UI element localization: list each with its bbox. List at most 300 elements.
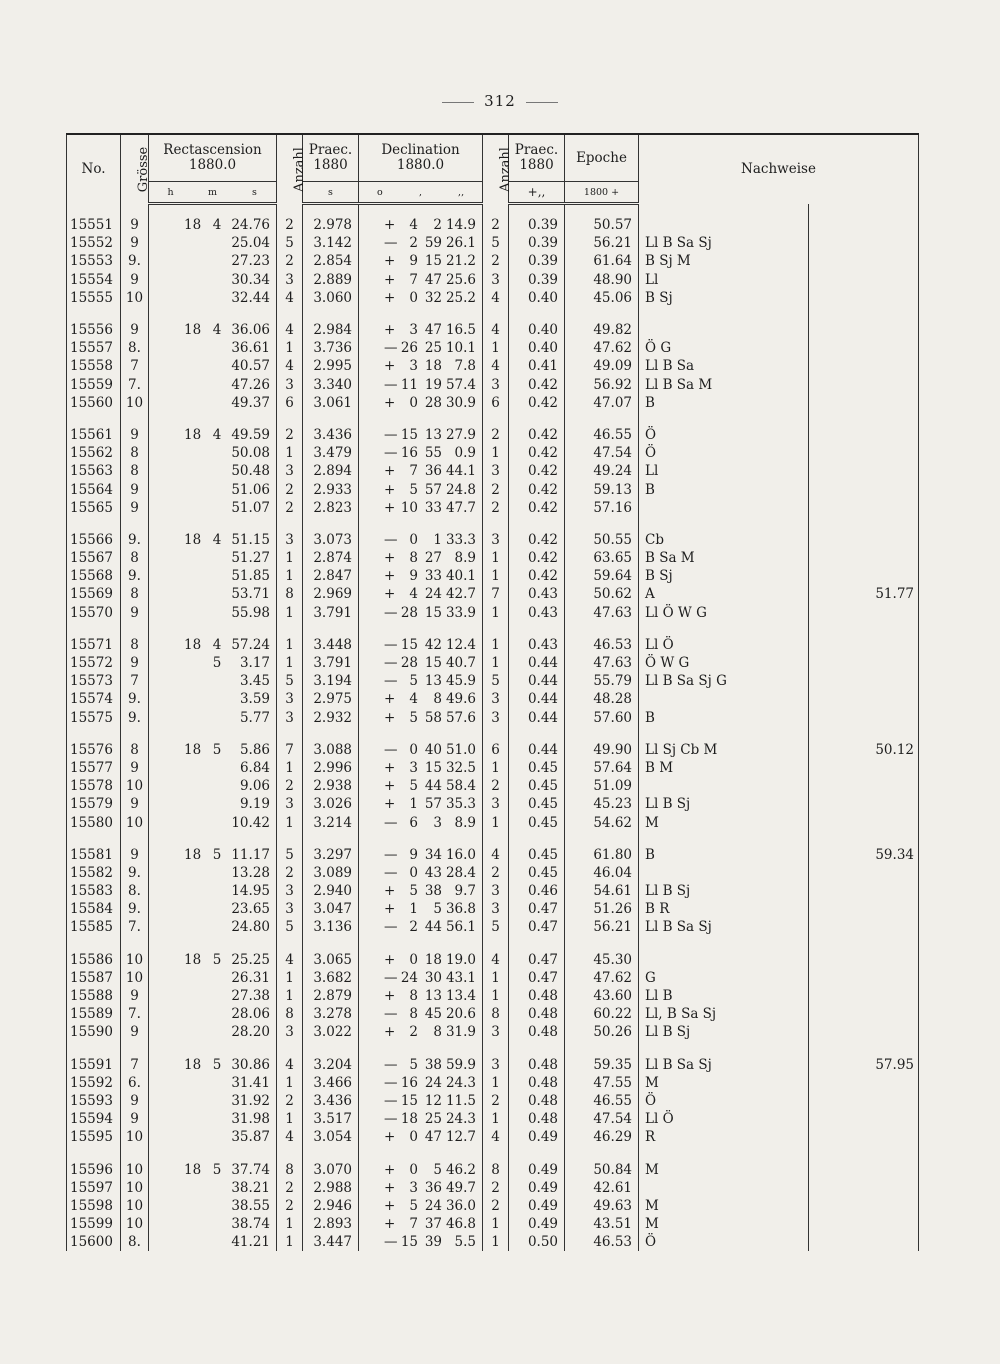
dec-arcminutes: 5 — [433, 1161, 442, 1178]
ra-hours: 18 — [184, 1056, 202, 1073]
star-number: 15570 — [67, 604, 121, 622]
magnitude: 9 — [121, 795, 149, 813]
epoch: 45.30 — [565, 951, 639, 969]
header-ra-epoch: 1880.0 — [188, 157, 237, 173]
ra-seconds: 51.06 — [231, 481, 270, 498]
dec-arcseconds: 30.9 — [445, 394, 476, 411]
table-row — [67, 252, 919, 270]
dec-sign: + — [384, 322, 396, 339]
ra-seconds: 51.85 — [231, 568, 270, 585]
observation-count-dec: 1 — [483, 567, 509, 585]
star-number: 15597 — [67, 1179, 121, 1197]
right-ascension — [149, 741, 277, 759]
table-row — [67, 394, 919, 412]
declination — [359, 462, 483, 480]
declination — [359, 549, 483, 567]
star-number: 15558 — [67, 357, 121, 375]
dec-degrees: 24 — [400, 969, 418, 986]
observation-count: 2 — [277, 1197, 303, 1215]
precession-dec: 0.43 — [509, 585, 565, 603]
epoch: 47.62 — [565, 339, 639, 357]
magnitude: 10 — [121, 1128, 149, 1146]
observation-count: 1 — [277, 1233, 303, 1251]
dec-degrees: 8 — [409, 1006, 418, 1023]
declination — [359, 357, 483, 375]
references: B — [639, 846, 809, 864]
extra-epoch — [809, 444, 919, 462]
dec-degrees: 5 — [409, 673, 418, 690]
precession-ra: 2.823 — [303, 499, 359, 517]
dec-sign: + — [384, 481, 396, 498]
precession-ra: 2.946 — [303, 1197, 359, 1215]
header-praec-title: Praec. — [308, 142, 353, 158]
table-row — [67, 900, 919, 918]
ra-seconds: 38.74 — [231, 1216, 270, 1233]
dec-sign: — — [384, 741, 398, 758]
dec-arcminutes: 27 — [424, 550, 442, 567]
declination — [359, 567, 483, 585]
observation-count: 5 — [277, 234, 303, 252]
header-dec-epoch: 1880.0 — [396, 157, 445, 173]
right-ascension — [149, 1215, 277, 1233]
table-row — [67, 339, 919, 357]
extra-epoch — [809, 289, 919, 307]
dec-arcminutes: 15 — [424, 253, 442, 270]
table-row — [67, 1179, 919, 1197]
epoch: 50.62 — [565, 585, 639, 603]
dec-degrees: 9 — [409, 568, 418, 585]
precession-dec: 0.48 — [509, 1023, 565, 1041]
extra-epoch — [809, 1160, 919, 1178]
dec-arcminutes: 47 — [424, 1129, 442, 1146]
declination — [359, 672, 483, 690]
epoch: 49.82 — [565, 321, 639, 339]
precession-dec: 0.48 — [509, 1074, 565, 1092]
observation-count-dec: 1 — [483, 1215, 509, 1233]
extra-epoch — [809, 567, 919, 585]
extra-epoch — [809, 636, 919, 654]
references: B Sj — [639, 567, 809, 585]
star-number: 15556 — [67, 321, 121, 339]
ra-seconds: 27.38 — [231, 988, 270, 1005]
dec-degrees: 0 — [409, 1161, 418, 1178]
right-ascension — [149, 1233, 277, 1251]
table-row — [67, 271, 919, 289]
epoch: 60.22 — [565, 1005, 639, 1023]
precession-dec: 0.40 — [509, 321, 565, 339]
extra-epoch — [809, 1005, 919, 1023]
header-epoche-unit: 1800 + — [565, 182, 639, 204]
references: Cb — [639, 531, 809, 549]
magnitude: 8 — [121, 462, 149, 480]
observation-count-dec: 5 — [483, 918, 509, 936]
observation-count: 4 — [277, 1056, 303, 1074]
dec-arcseconds: 21.2 — [445, 253, 476, 270]
observation-count: 3 — [277, 882, 303, 900]
right-ascension — [149, 1056, 277, 1074]
right-ascension — [149, 1197, 277, 1215]
table-row — [67, 846, 919, 864]
dec-arcminutes: 47 — [424, 322, 442, 339]
table-row — [67, 672, 919, 690]
star-number: 15586 — [67, 951, 121, 969]
dec-arcminutes: 15 — [424, 604, 442, 621]
star-number: 15600 — [67, 1233, 121, 1251]
star-number: 15593 — [67, 1092, 121, 1110]
extra-epoch — [809, 864, 919, 882]
declination — [359, 951, 483, 969]
star-number: 15578 — [67, 777, 121, 795]
table-row — [67, 1128, 919, 1146]
ra-seconds: 40.57 — [231, 358, 270, 375]
epoch: 49.09 — [565, 357, 639, 375]
dec-arcseconds: 58.4 — [445, 778, 476, 795]
header-dec-unit-min: , — [418, 186, 422, 198]
references: Ll Ö — [639, 636, 809, 654]
dec-arcminutes: 33 — [424, 568, 442, 585]
precession-dec: 0.39 — [509, 271, 565, 289]
observation-count: 2 — [277, 499, 303, 517]
declination — [359, 394, 483, 412]
observation-count-dec: 3 — [483, 900, 509, 918]
epoch: 47.54 — [565, 1110, 639, 1128]
observation-count-dec: 3 — [483, 690, 509, 708]
dec-arcseconds: 28.4 — [445, 864, 476, 881]
references — [639, 321, 809, 339]
observation-count-dec: 6 — [483, 394, 509, 412]
dec-arcminutes: 13 — [424, 673, 442, 690]
star-number: 15566 — [67, 531, 121, 549]
extra-epoch — [809, 1215, 919, 1233]
right-ascension — [149, 271, 277, 289]
right-ascension — [149, 321, 277, 339]
right-ascension — [149, 690, 277, 708]
dec-arcminutes: 8 — [433, 691, 442, 708]
references: Ö — [639, 444, 809, 462]
declination — [359, 234, 483, 252]
dec-degrees: 0 — [409, 864, 418, 881]
right-ascension — [149, 846, 277, 864]
precession-ra: 3.436 — [303, 1092, 359, 1110]
magnitude: 8 — [121, 444, 149, 462]
epoch: 56.21 — [565, 234, 639, 252]
dec-sign: + — [384, 394, 396, 411]
extra-epoch — [809, 795, 919, 813]
declination — [359, 813, 483, 831]
magnitude: 10 — [121, 1179, 149, 1197]
dec-degrees: 0 — [409, 1129, 418, 1146]
dec-sign: + — [384, 691, 396, 708]
epoch: 47.07 — [565, 394, 639, 412]
table-row — [67, 585, 919, 603]
table-row — [67, 1005, 919, 1023]
dec-sign: — — [384, 655, 398, 672]
declination — [359, 531, 483, 549]
observation-count: 1 — [277, 1215, 303, 1233]
header-praec — [303, 134, 359, 182]
dec-degrees: 5 — [409, 1197, 418, 1214]
table-row — [67, 864, 919, 882]
dec-sign: + — [384, 1024, 396, 1041]
dec-sign: + — [384, 1197, 396, 1214]
precession-ra: 3.214 — [303, 813, 359, 831]
observation-count: 4 — [277, 289, 303, 307]
declination — [359, 585, 483, 603]
precession-ra: 2.975 — [303, 690, 359, 708]
dec-degrees: 4 — [409, 691, 418, 708]
star-number: 15587 — [67, 969, 121, 987]
precession-ra: 3.297 — [303, 846, 359, 864]
magnitude: 9 — [121, 426, 149, 444]
epoch: 47.62 — [565, 969, 639, 987]
declination — [359, 480, 483, 498]
group-spacer — [67, 412, 919, 426]
extra-epoch — [809, 321, 919, 339]
epoch: 48.90 — [565, 271, 639, 289]
magnitude: 9. — [121, 252, 149, 270]
dec-degrees: 8 — [409, 550, 418, 567]
magnitude: 10 — [121, 1160, 149, 1178]
dec-degrees: 0 — [409, 951, 418, 968]
observation-count-dec: 2 — [483, 1179, 509, 1197]
table-row — [67, 1074, 919, 1092]
epoch: 51.09 — [565, 777, 639, 795]
declination — [359, 900, 483, 918]
right-ascension — [149, 480, 277, 498]
ra-seconds: 9.19 — [239, 796, 270, 813]
header-dec-units — [359, 182, 483, 204]
table-row — [67, 289, 919, 307]
extra-epoch — [809, 777, 919, 795]
magnitude: 9 — [121, 321, 149, 339]
observation-count: 8 — [277, 1005, 303, 1023]
magnitude: 9 — [121, 1092, 149, 1110]
dec-arcseconds: 12.4 — [445, 636, 476, 653]
star-number: 15575 — [67, 709, 121, 727]
epoch: 50.55 — [565, 531, 639, 549]
declination — [359, 604, 483, 622]
magnitude: 10 — [121, 969, 149, 987]
dec-arcseconds: 43.1 — [445, 969, 476, 986]
declination — [359, 216, 483, 234]
dec-sign: — — [384, 1056, 398, 1073]
magnitude: 9 — [121, 499, 149, 517]
observation-count-dec: 3 — [483, 1056, 509, 1074]
references: Ö G — [639, 339, 809, 357]
right-ascension — [149, 376, 277, 394]
dec-arcseconds: 44.1 — [445, 463, 476, 480]
precession-dec: 0.39 — [509, 216, 565, 234]
epoch: 46.53 — [565, 1233, 639, 1251]
observation-count: 7 — [277, 741, 303, 759]
dec-sign: + — [384, 901, 396, 918]
dec-degrees: 18 — [400, 1111, 418, 1128]
right-ascension — [149, 969, 277, 987]
table-row — [67, 951, 919, 969]
right-ascension — [149, 426, 277, 444]
dec-arcseconds: 12.7 — [445, 1129, 476, 1146]
extra-epoch — [809, 394, 919, 412]
epoch: 57.16 — [565, 499, 639, 517]
observation-count-dec: 1 — [483, 549, 509, 567]
observation-count: 2 — [277, 480, 303, 498]
observation-count-dec: 2 — [483, 216, 509, 234]
declination — [359, 376, 483, 394]
dec-degrees: 26 — [400, 340, 418, 357]
right-ascension — [149, 636, 277, 654]
dec-arcminutes: 45 — [424, 1006, 442, 1023]
precession-ra: 3.136 — [303, 918, 359, 936]
right-ascension — [149, 1023, 277, 1041]
dec-arcseconds: 32.5 — [445, 759, 476, 776]
declination — [359, 864, 483, 882]
table-row — [67, 690, 919, 708]
right-ascension — [149, 462, 277, 480]
dec-arcseconds: 27.9 — [445, 426, 476, 443]
declination — [359, 690, 483, 708]
precession-ra: 2.969 — [303, 585, 359, 603]
dec-degrees: 4 — [409, 217, 418, 234]
references: Ll B Sj — [639, 1023, 809, 1041]
observation-count-dec: 1 — [483, 604, 509, 622]
group-spacer — [67, 1042, 919, 1056]
references — [639, 499, 809, 517]
extra-epoch — [809, 234, 919, 252]
observation-count-dec: 2 — [483, 499, 509, 517]
observation-count-dec: 1 — [483, 969, 509, 987]
declination — [359, 636, 483, 654]
star-number: 15594 — [67, 1110, 121, 1128]
dec-arcminutes: 12 — [424, 1092, 442, 1109]
header-nachweise: Nachweise — [639, 134, 919, 204]
epoch: 54.62 — [565, 813, 639, 831]
ra-seconds: 9.06 — [239, 778, 270, 795]
precession-ra: 3.054 — [303, 1128, 359, 1146]
observation-count-dec: 4 — [483, 289, 509, 307]
dec-sign: — — [384, 445, 398, 462]
precession-dec: 0.48 — [509, 1056, 565, 1074]
dec-sign: + — [384, 217, 396, 234]
extra-epoch — [809, 1197, 919, 1215]
magnitude: 9. — [121, 900, 149, 918]
table-row — [67, 969, 919, 987]
precession-dec: 0.40 — [509, 289, 565, 307]
precession-ra: 2.893 — [303, 1215, 359, 1233]
epoch: 43.51 — [565, 1215, 639, 1233]
right-ascension — [149, 585, 277, 603]
table-row — [67, 1056, 919, 1074]
references: Ll Ö — [639, 1110, 809, 1128]
dec-arcseconds: 33.9 — [445, 604, 476, 621]
observation-count: 2 — [277, 426, 303, 444]
star-number: 15583 — [67, 882, 121, 900]
precession-dec: 0.44 — [509, 672, 565, 690]
observation-count-dec: 1 — [483, 987, 509, 1005]
extra-epoch — [809, 882, 919, 900]
dec-sign: — — [384, 814, 398, 831]
dec-arcminutes: 19 — [424, 376, 442, 393]
table-row — [67, 709, 919, 727]
ra-seconds: 50.48 — [231, 463, 270, 480]
star-number: 15599 — [67, 1215, 121, 1233]
magnitude: 10 — [121, 1215, 149, 1233]
observation-count-dec: 2 — [483, 1197, 509, 1215]
dec-arcminutes: 1 — [433, 531, 442, 548]
ra-minutes: 4 — [212, 322, 222, 339]
header-ra-units — [149, 182, 277, 204]
dec-sign: + — [384, 1216, 396, 1233]
extra-epoch — [809, 252, 919, 270]
dec-arcseconds: 8.9 — [454, 814, 476, 831]
dec-degrees: 5 — [409, 778, 418, 795]
dec-sign: + — [384, 568, 396, 585]
dec-arcseconds: 57.6 — [445, 709, 476, 726]
header-ra-unit-m: m — [207, 186, 217, 198]
magnitude: 9. — [121, 690, 149, 708]
dec-arcminutes: 25 — [424, 1111, 442, 1128]
table-row — [67, 604, 919, 622]
right-ascension — [149, 252, 277, 270]
table-row — [67, 376, 919, 394]
header-anzahl-label: Anzahl — [291, 146, 307, 192]
observation-count-dec: 5 — [483, 672, 509, 690]
ra-minutes: 5 — [212, 951, 222, 968]
star-number: 15580 — [67, 813, 121, 831]
epoch: 49.90 — [565, 741, 639, 759]
references: Ll — [639, 271, 809, 289]
dec-arcseconds: 36.0 — [445, 1197, 476, 1214]
epoch: 54.61 — [565, 882, 639, 900]
star-number: 15554 — [67, 271, 121, 289]
observation-count-dec: 1 — [483, 654, 509, 672]
observation-count-dec: 2 — [483, 777, 509, 795]
precession-dec: 0.45 — [509, 864, 565, 882]
ra-seconds: 41.21 — [231, 1234, 270, 1251]
ra-seconds: 24.80 — [231, 919, 270, 936]
magnitude: 7. — [121, 918, 149, 936]
epoch: 59.35 — [565, 1056, 639, 1074]
precession-ra: 2.879 — [303, 987, 359, 1005]
extra-epoch — [809, 1128, 919, 1146]
dec-arcseconds: 56.1 — [445, 919, 476, 936]
declination — [359, 1005, 483, 1023]
ra-seconds: 28.20 — [231, 1024, 270, 1041]
declination — [359, 969, 483, 987]
magnitude: 8. — [121, 1233, 149, 1251]
dec-arcminutes: 5 — [433, 901, 442, 918]
precession-ra: 2.889 — [303, 271, 359, 289]
extra-epoch — [809, 604, 919, 622]
table-row — [67, 462, 919, 480]
declination — [359, 339, 483, 357]
dec-sign: — — [384, 969, 398, 986]
dec-arcseconds: 24.3 — [445, 1074, 476, 1091]
precession-ra: 3.088 — [303, 741, 359, 759]
magnitude: 8 — [121, 741, 149, 759]
dec-sign: — — [384, 1234, 398, 1251]
observation-count-dec: 8 — [483, 1160, 509, 1178]
dec-arcminutes: 24 — [424, 586, 442, 603]
observation-count: 1 — [277, 604, 303, 622]
dec-sign: + — [384, 883, 396, 900]
observation-count: 6 — [277, 394, 303, 412]
dec-sign: + — [384, 550, 396, 567]
observation-count: 3 — [277, 531, 303, 549]
epoch: 46.04 — [565, 864, 639, 882]
references: Ll B Sa Sj — [639, 918, 809, 936]
right-ascension — [149, 813, 277, 831]
ra-seconds: 25.25 — [231, 951, 270, 968]
